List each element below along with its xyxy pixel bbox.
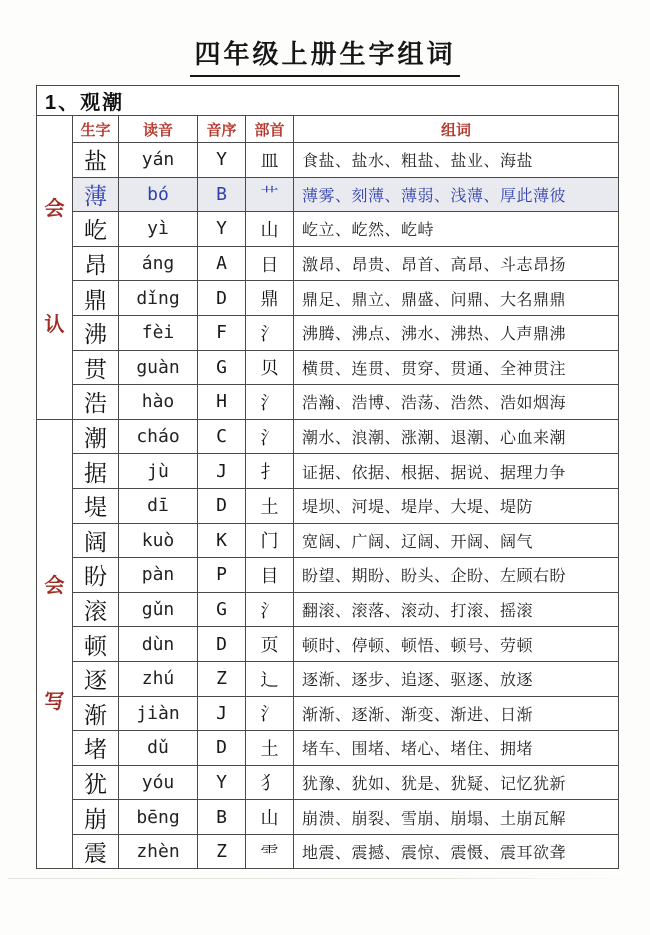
words-cell: 犹豫、犹如、犹是、犹疑、记忆犹新 <box>294 765 619 800</box>
pinyin-cell: kuò <box>119 523 198 558</box>
hanzi-cell: 震 <box>73 834 119 869</box>
radical-cell: 目 <box>246 558 294 593</box>
table-row <box>37 523 619 558</box>
words-cell: 证据、依据、根据、据说、据理力争 <box>294 454 619 489</box>
initial-cell: F <box>198 315 246 350</box>
initial-cell: D <box>198 281 246 316</box>
initial-cell: G <box>198 350 246 385</box>
hanzi-cell: 堤 <box>73 488 119 523</box>
table-row <box>37 212 619 247</box>
pinyin-cell: jù <box>119 454 198 489</box>
initial-cell: Y <box>198 765 246 800</box>
hanzi-cell: 渐 <box>73 696 119 731</box>
page-title-text: 四年级上册生字组词 <box>190 34 459 77</box>
table-row <box>37 800 619 835</box>
hanzi-cell: 滚 <box>73 592 119 627</box>
radical-cell: 氵 <box>246 315 294 350</box>
initial-cell: K <box>198 523 246 558</box>
table-row <box>37 143 619 178</box>
table-row <box>37 661 619 696</box>
words-cell: 屹立、屹然、屹峙 <box>294 212 619 247</box>
initial-cell: J <box>198 696 246 731</box>
radical-cell: 氵 <box>246 385 294 420</box>
pinyin-cell: hào <box>119 385 198 420</box>
words-cell: 激昂、昂贵、昂首、高昂、斗志昂扬 <box>294 246 619 281</box>
table-row <box>37 246 619 281</box>
pinyin-cell: jiàn <box>119 696 198 731</box>
hanzi-cell: 盼 <box>73 558 119 593</box>
section-header-row <box>37 86 619 116</box>
radical-cell: 皿 <box>246 143 294 178</box>
hanzi-cell: 浩 <box>73 385 119 420</box>
pinyin-cell: yóu <box>119 765 198 800</box>
table-row <box>37 627 619 662</box>
radical-cell: 辶 <box>246 661 294 696</box>
initial-cell: Y <box>198 143 246 178</box>
radical-cell: 土 <box>246 488 294 523</box>
words-cell: 薄雾、刻薄、薄弱、浅薄、厚此薄彼 <box>294 177 619 212</box>
radical-cell: ⻗ <box>246 834 294 869</box>
words-cell: 堤坝、河堤、堤岸、大堤、堤防 <box>294 488 619 523</box>
table-row <box>37 558 619 593</box>
initial-cell: J <box>198 454 246 489</box>
pinyin-cell: dǔ <box>119 731 198 766</box>
initial-cell: B <box>198 800 246 835</box>
radical-cell: 山 <box>246 800 294 835</box>
radical-cell: 扌 <box>246 454 294 489</box>
words-cell: 堵车、围堵、堵心、堵住、拥堵 <box>294 731 619 766</box>
group-char: 会 <box>44 575 65 598</box>
radical-cell: 门 <box>246 523 294 558</box>
pinyin-cell: dī <box>119 488 198 523</box>
hanzi-cell: 阔 <box>73 523 119 558</box>
radical-cell: 犭 <box>246 765 294 800</box>
col-header-radical: 部首 <box>246 116 294 143</box>
initial-cell: Y <box>198 212 246 247</box>
vocab-table <box>36 85 619 869</box>
table-row <box>37 385 619 420</box>
group-char: 认 <box>44 314 65 337</box>
hanzi-cell: 薄 <box>73 177 119 212</box>
words-cell: 宽阔、广阔、辽阔、开阔、阔气 <box>294 523 619 558</box>
pinyin-cell: bēng <box>119 800 198 835</box>
pinyin-cell: bó <box>119 177 198 212</box>
radical-cell: 土 <box>246 731 294 766</box>
hanzi-cell: 顿 <box>73 627 119 662</box>
initial-cell: P <box>198 558 246 593</box>
page-fold-line <box>8 878 640 879</box>
radical-cell: 艹 <box>246 177 294 212</box>
hanzi-cell: 贯 <box>73 350 119 385</box>
radical-cell: 贝 <box>246 350 294 385</box>
col-header-words: 组词 <box>294 116 619 143</box>
table-row-highlighted <box>37 177 619 212</box>
words-cell: 渐渐、逐渐、渐变、渐进、日渐 <box>294 696 619 731</box>
section-title: 1、观潮 <box>37 86 619 116</box>
initial-cell: H <box>198 385 246 420</box>
hanzi-cell: 逐 <box>73 661 119 696</box>
radical-cell: 页 <box>246 627 294 662</box>
radical-cell: 氵 <box>246 592 294 627</box>
pinyin-cell: yì <box>119 212 198 247</box>
hanzi-cell: 潮 <box>73 419 119 454</box>
group-char: 会 <box>44 198 65 221</box>
hanzi-cell: 据 <box>73 454 119 489</box>
words-cell: 浩瀚、浩博、浩荡、浩然、浩如烟海 <box>294 385 619 420</box>
radical-cell: 鼎 <box>246 281 294 316</box>
pinyin-cell: fèi <box>119 315 198 350</box>
radical-cell: 氵 <box>246 696 294 731</box>
hanzi-cell: 盐 <box>73 143 119 178</box>
radical-cell: 氵 <box>246 419 294 454</box>
pinyin-cell: dùn <box>119 627 198 662</box>
column-header-row <box>37 116 619 143</box>
words-cell: 地震、震撼、震惊、震慑、震耳欲聋 <box>294 834 619 869</box>
initial-cell: Z <box>198 834 246 869</box>
table-row <box>37 696 619 731</box>
initial-cell: C <box>198 419 246 454</box>
initial-cell: G <box>198 592 246 627</box>
vertical-label <box>37 199 72 335</box>
hanzi-cell: 鼎 <box>73 281 119 316</box>
table-row <box>37 834 619 869</box>
group-label-hui-ren <box>37 116 73 420</box>
words-cell: 横贯、连贯、贯穿、贯通、全神贯注 <box>294 350 619 385</box>
vertical-label <box>37 576 72 712</box>
table-row <box>37 315 619 350</box>
table-row <box>37 765 619 800</box>
hanzi-cell: 昂 <box>73 246 119 281</box>
pinyin-cell: dǐng <box>119 281 198 316</box>
pinyin-cell: zhú <box>119 661 198 696</box>
hanzi-cell: 犹 <box>73 765 119 800</box>
table-row <box>37 454 619 489</box>
words-cell: 沸腾、沸点、沸水、沸热、人声鼎沸 <box>294 315 619 350</box>
pinyin-cell: guàn <box>119 350 198 385</box>
initial-cell: B <box>198 177 246 212</box>
words-cell: 鼎足、鼎立、鼎盛、问鼎、大名鼎鼎 <box>294 281 619 316</box>
words-cell: 顿时、停顿、顿悟、顿号、劳顿 <box>294 627 619 662</box>
table-row <box>37 419 619 454</box>
words-cell: 潮水、浪潮、涨潮、退潮、心血来潮 <box>294 419 619 454</box>
col-header-hanzi: 生字 <box>73 116 119 143</box>
words-cell: 崩溃、崩裂、雪崩、崩塌、土崩瓦解 <box>294 800 619 835</box>
words-cell: 盼望、期盼、盼头、企盼、左顾右盼 <box>294 558 619 593</box>
table-row <box>37 281 619 316</box>
pinyin-cell: áng <box>119 246 198 281</box>
page-title <box>0 34 650 77</box>
hanzi-cell: 崩 <box>73 800 119 835</box>
table-row <box>37 731 619 766</box>
table-row <box>37 350 619 385</box>
table-row <box>37 592 619 627</box>
radical-cell: 日 <box>246 246 294 281</box>
col-header-initial: 音序 <box>198 116 246 143</box>
hanzi-cell: 屹 <box>73 212 119 247</box>
radical-cell: 山 <box>246 212 294 247</box>
initial-cell: D <box>198 731 246 766</box>
initial-cell: A <box>198 246 246 281</box>
words-cell: 食盐、盐水、粗盐、盐业、海盐 <box>294 143 619 178</box>
initial-cell: Z <box>198 661 246 696</box>
group-char: 写 <box>44 691 65 714</box>
pinyin-cell: zhèn <box>119 834 198 869</box>
col-header-pinyin: 读音 <box>119 116 198 143</box>
pinyin-cell: pàn <box>119 558 198 593</box>
group-label-hui-xie <box>37 419 73 869</box>
hanzi-cell: 堵 <box>73 731 119 766</box>
pinyin-cell: yán <box>119 143 198 178</box>
hanzi-cell: 沸 <box>73 315 119 350</box>
words-cell: 翻滚、滚落、滚动、打滚、摇滚 <box>294 592 619 627</box>
table-row <box>37 488 619 523</box>
words-cell: 逐渐、逐步、追逐、驱逐、放逐 <box>294 661 619 696</box>
initial-cell: D <box>198 627 246 662</box>
pinyin-cell: cháo <box>119 419 198 454</box>
pinyin-cell: gǔn <box>119 592 198 627</box>
initial-cell: D <box>198 488 246 523</box>
